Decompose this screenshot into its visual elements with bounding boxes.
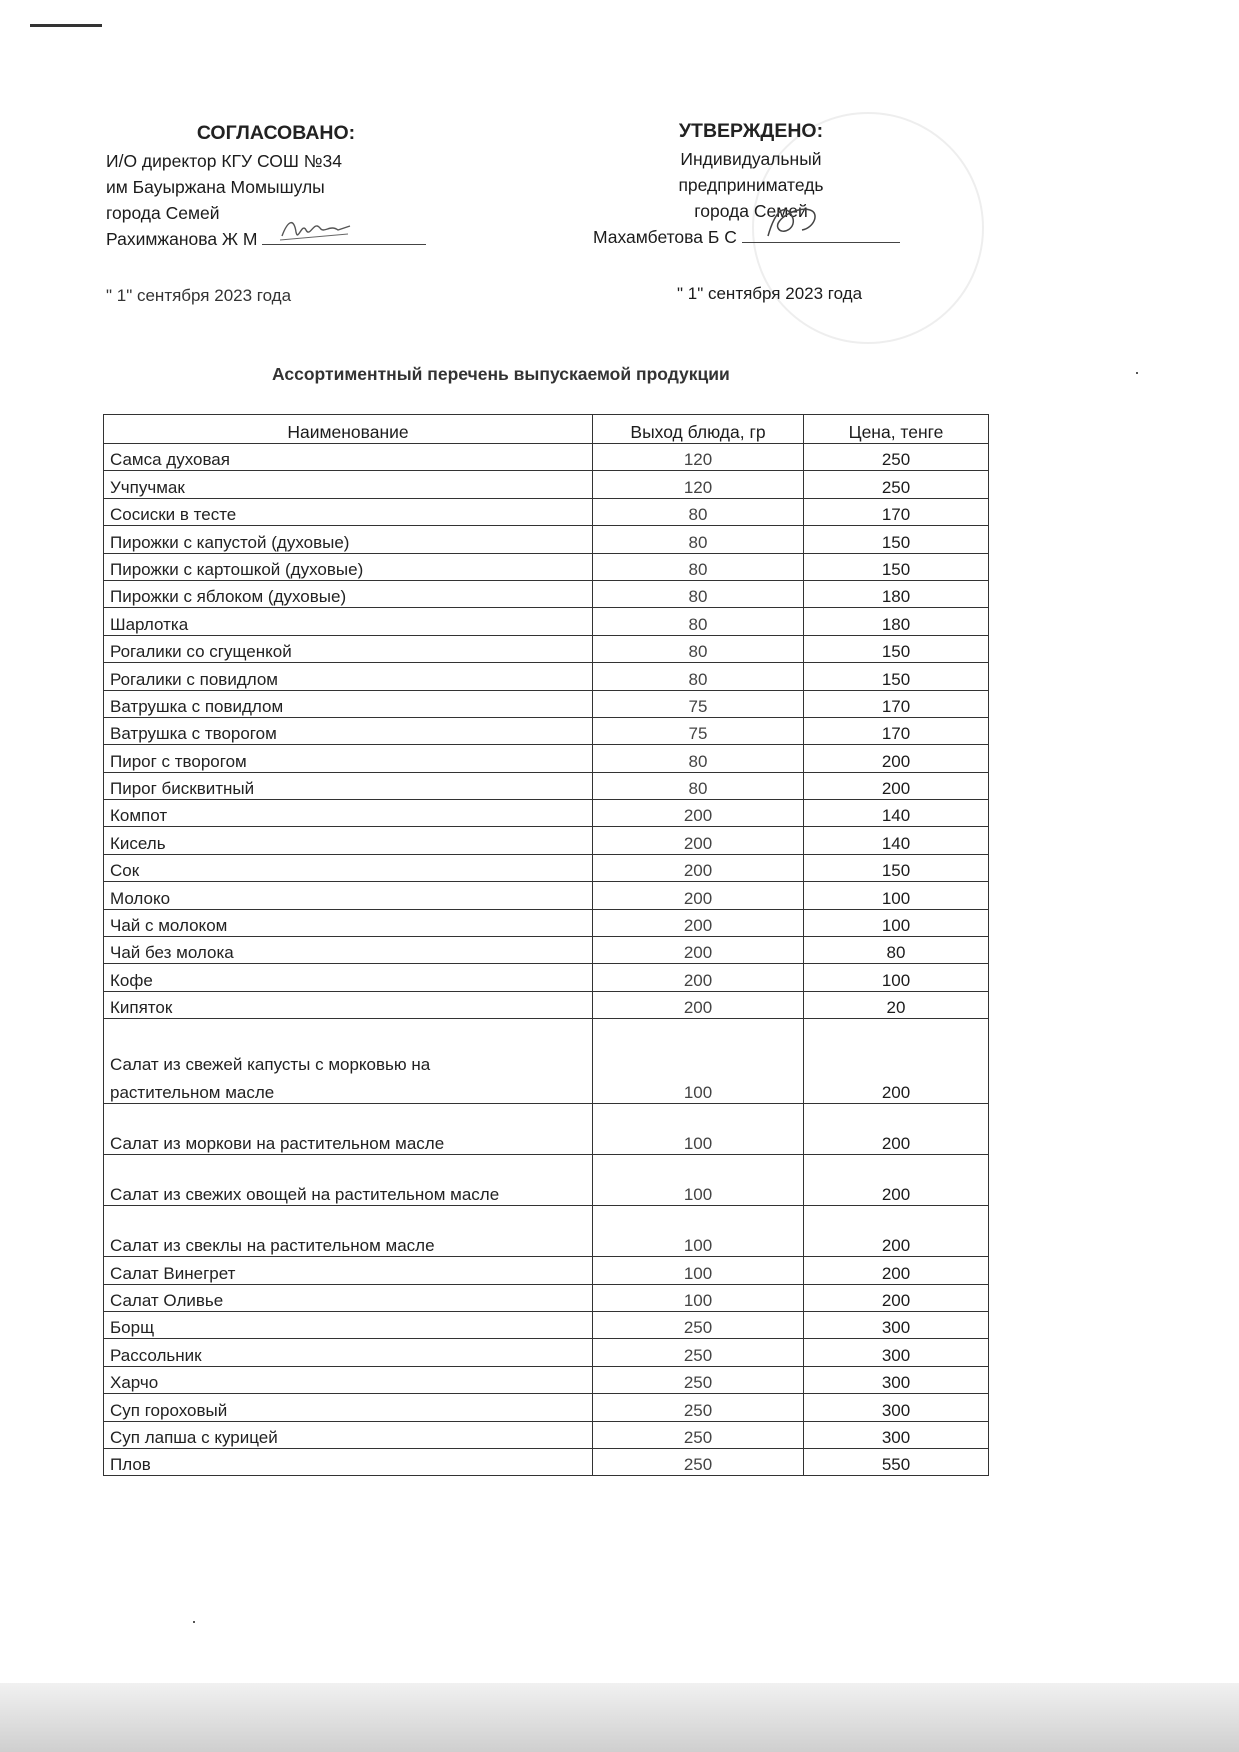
item-name xyxy=(104,909,593,936)
item-name-text: Суп лапша с курицей xyxy=(110,1427,278,1447)
item-portion: 200 xyxy=(593,882,804,909)
agreed-line-1: И/О директор КГУ СОШ №34 xyxy=(106,151,343,171)
item-name xyxy=(104,1206,593,1257)
item-portion: 200 xyxy=(593,964,804,991)
item-portion: 200 xyxy=(593,827,804,854)
item-name xyxy=(104,937,593,964)
item-price: 200 xyxy=(804,772,989,799)
approved-date: " 1" сентября 2023 года xyxy=(677,284,863,303)
item-price: 150 xyxy=(804,854,989,881)
table-row xyxy=(104,909,989,936)
item-name xyxy=(104,717,593,744)
item-portion: 80 xyxy=(593,526,804,553)
table-row xyxy=(104,772,989,799)
item-name xyxy=(104,827,593,854)
item-price: 200 xyxy=(804,1284,989,1311)
item-portion: 100 xyxy=(593,1019,804,1104)
item-price: 300 xyxy=(804,1366,989,1393)
approved-signature-line xyxy=(593,224,906,250)
item-price: 170 xyxy=(804,498,989,525)
item-name xyxy=(104,964,593,991)
agreed-line-3: города Семей xyxy=(106,203,220,223)
item-price: 170 xyxy=(804,717,989,744)
item-portion: 80 xyxy=(593,663,804,690)
item-portion: 250 xyxy=(593,1339,804,1366)
table-body xyxy=(104,444,989,1476)
agreed-heading: СОГЛАСОВАНО: xyxy=(196,122,356,144)
item-name xyxy=(104,471,593,498)
table-row xyxy=(104,635,989,662)
table-row xyxy=(104,471,989,498)
scan-edge-shadow xyxy=(0,1683,1239,1752)
item-portion: 80 xyxy=(593,553,804,580)
table-row xyxy=(104,580,989,607)
item-name xyxy=(104,800,593,827)
item-name-text: Борщ xyxy=(110,1318,155,1338)
item-name-text: Салат из моркови на растительном масле xyxy=(110,1134,445,1154)
item-name-text: Пирожки с картошкой (духовые) xyxy=(110,559,364,579)
approved-line-1: Индивидуальный xyxy=(680,149,822,169)
table-row xyxy=(104,526,989,553)
table-row xyxy=(104,1339,989,1366)
item-price: 150 xyxy=(804,526,989,553)
agreed-block xyxy=(106,120,476,252)
item-name-text: Плов xyxy=(110,1455,151,1475)
item-name-text: Кофе xyxy=(110,970,153,990)
item-name-text: Пирог бисквитный xyxy=(110,779,255,799)
header-price: Цена, тенге xyxy=(804,415,989,444)
item-name xyxy=(104,882,593,909)
item-name xyxy=(104,663,593,690)
item-portion: 250 xyxy=(593,1448,804,1475)
item-portion: 80 xyxy=(593,635,804,662)
item-price: 550 xyxy=(804,1448,989,1475)
item-name xyxy=(104,498,593,525)
item-name-text: Рогалики с повидлом xyxy=(110,669,278,689)
table-row xyxy=(104,444,989,471)
item-portion: 75 xyxy=(593,717,804,744)
item-name-text: Молоко xyxy=(110,888,171,908)
item-name xyxy=(104,1284,593,1311)
item-portion: 75 xyxy=(593,690,804,717)
item-price: 150 xyxy=(804,663,989,690)
item-price: 170 xyxy=(804,690,989,717)
approved-line-3: города Семей xyxy=(694,201,808,221)
signature-field xyxy=(742,224,900,243)
item-price: 80 xyxy=(804,937,989,964)
item-name xyxy=(104,1311,593,1338)
table-row xyxy=(104,1448,989,1475)
item-name-text: Салат из свеклы на растительном масле xyxy=(110,1236,435,1256)
item-name-text: Сок xyxy=(110,861,140,881)
item-portion: 100 xyxy=(593,1257,804,1284)
table-row xyxy=(104,1421,989,1448)
scan-speck xyxy=(193,1621,195,1623)
table-row xyxy=(104,1311,989,1338)
product-table xyxy=(103,414,989,1476)
table-row xyxy=(104,1257,989,1284)
table-row xyxy=(104,854,989,881)
table-row xyxy=(104,882,989,909)
table-row xyxy=(104,1104,989,1155)
item-portion: 120 xyxy=(593,444,804,471)
item-name xyxy=(104,1257,593,1284)
item-name xyxy=(104,1104,593,1155)
table-row xyxy=(104,1284,989,1311)
item-price: 140 xyxy=(804,800,989,827)
item-name-text: Учпучмак xyxy=(110,477,185,497)
agreed-date: " 1" сентября 2023 года xyxy=(106,286,292,305)
item-price: 100 xyxy=(804,909,989,936)
table-row xyxy=(104,827,989,854)
table-row xyxy=(104,745,989,772)
table-row xyxy=(104,991,989,1018)
item-portion: 100 xyxy=(593,1284,804,1311)
item-price: 200 xyxy=(804,1206,989,1257)
item-price: 200 xyxy=(804,1257,989,1284)
item-name-text: Пирожки с капустой (духовые) xyxy=(110,532,350,552)
item-portion: 200 xyxy=(593,800,804,827)
item-portion: 200 xyxy=(593,991,804,1018)
approved-block xyxy=(593,118,906,250)
table-row xyxy=(104,1206,989,1257)
item-name xyxy=(104,580,593,607)
item-portion: 250 xyxy=(593,1311,804,1338)
item-name-text: Чай с молоком xyxy=(110,916,228,936)
item-name-text: Кисель xyxy=(110,833,166,853)
item-name xyxy=(104,1394,593,1421)
scan-mark xyxy=(30,24,102,27)
item-portion: 250 xyxy=(593,1421,804,1448)
item-price: 180 xyxy=(804,608,989,635)
item-price: 250 xyxy=(804,444,989,471)
item-name xyxy=(104,444,593,471)
item-portion: 80 xyxy=(593,580,804,607)
table-row xyxy=(104,937,989,964)
approved-heading: УТВЕРЖДЕНО: xyxy=(678,120,824,142)
header-portion: Выход блюда, гр xyxy=(593,415,804,444)
signature-scribble xyxy=(762,202,832,242)
item-portion: 80 xyxy=(593,772,804,799)
item-name xyxy=(104,526,593,553)
item-name xyxy=(104,1339,593,1366)
item-name xyxy=(104,772,593,799)
item-name-text: Чай без молока xyxy=(110,943,234,963)
approved-line-2: предприниматедь xyxy=(678,175,824,195)
item-name-text: Салат из свежих овощей на растительном масле xyxy=(110,1185,500,1205)
table-row xyxy=(104,964,989,991)
item-price: 200 xyxy=(804,1155,989,1206)
item-portion: 80 xyxy=(593,608,804,635)
item-price: 100 xyxy=(804,882,989,909)
table-row xyxy=(104,690,989,717)
item-portion: 200 xyxy=(593,909,804,936)
table-row xyxy=(104,1394,989,1421)
table-row xyxy=(104,717,989,744)
item-price: 140 xyxy=(804,827,989,854)
agreed-line-2: им Бауыржана Момышулы xyxy=(106,177,325,197)
item-name-text-cont: растительном масле xyxy=(110,1083,275,1103)
signature-scribble xyxy=(278,212,358,246)
item-portion: 250 xyxy=(593,1394,804,1421)
item-name-text: Харчо xyxy=(110,1373,159,1393)
item-portion: 100 xyxy=(593,1155,804,1206)
item-name-text: Салат Оливье xyxy=(110,1290,224,1310)
item-name-text: Пирожки с яблоком (духовые) xyxy=(110,587,347,607)
table-row xyxy=(104,608,989,635)
item-portion: 100 xyxy=(593,1206,804,1257)
item-name xyxy=(104,690,593,717)
item-name xyxy=(104,1019,593,1104)
document-title: Ассортиментный перечень выпускаемой продукции xyxy=(272,364,730,384)
item-portion: 200 xyxy=(593,937,804,964)
item-name-text: Самса духовая xyxy=(110,450,230,470)
item-name-text: Ватрушка с творогом xyxy=(110,724,277,744)
table-row xyxy=(104,553,989,580)
item-name xyxy=(104,553,593,580)
item-portion: 80 xyxy=(593,745,804,772)
item-name-text: Шарлотка xyxy=(110,614,189,634)
item-price: 200 xyxy=(804,745,989,772)
header-name: Наименование xyxy=(104,415,593,444)
item-name-text: Сосиски в тесте xyxy=(110,505,237,525)
table-row xyxy=(104,800,989,827)
item-price: 300 xyxy=(804,1311,989,1338)
item-portion: 200 xyxy=(593,854,804,881)
item-name xyxy=(104,991,593,1018)
item-name-text: Пирог с творогом xyxy=(110,751,247,771)
item-name-text: Компот xyxy=(110,806,168,826)
table-row xyxy=(104,1155,989,1206)
item-name-text: Салат из свежей капусты с морковью на xyxy=(110,1055,431,1075)
item-price: 300 xyxy=(804,1339,989,1366)
item-name xyxy=(104,1155,593,1206)
table-row xyxy=(104,663,989,690)
table-row xyxy=(104,498,989,525)
item-name-text: Рогалики со сгущенкой xyxy=(110,642,292,662)
item-name xyxy=(104,1448,593,1475)
item-name xyxy=(104,608,593,635)
agreed-signature-line xyxy=(106,226,476,252)
item-price: 20 xyxy=(804,991,989,1018)
item-name xyxy=(104,745,593,772)
item-price: 300 xyxy=(804,1394,989,1421)
agreed-signer: Рахимжанова Ж М xyxy=(106,229,258,249)
item-name xyxy=(104,635,593,662)
item-name xyxy=(104,1421,593,1448)
item-price: 200 xyxy=(804,1019,989,1104)
item-name-text: Кипяток xyxy=(110,998,173,1018)
table-header-row xyxy=(104,415,989,444)
item-portion: 100 xyxy=(593,1104,804,1155)
item-price: 100 xyxy=(804,964,989,991)
item-name-text: Ватрушка с повидлом xyxy=(110,696,284,716)
item-price: 200 xyxy=(804,1104,989,1155)
scan-speck xyxy=(1136,372,1138,374)
item-price: 180 xyxy=(804,580,989,607)
item-price: 150 xyxy=(804,635,989,662)
table-row xyxy=(104,1366,989,1393)
item-name-text: Салат Винегрет xyxy=(110,1263,236,1283)
approved-signer: Махамбетова Б С xyxy=(593,227,737,247)
signature-field xyxy=(262,226,426,245)
item-price: 150 xyxy=(804,553,989,580)
item-name xyxy=(104,1366,593,1393)
item-name-text: Суп гороховый xyxy=(110,1400,228,1420)
item-name-text: Рассольник xyxy=(110,1345,202,1365)
table-row xyxy=(104,1019,989,1104)
item-portion: 120 xyxy=(593,471,804,498)
item-portion: 250 xyxy=(593,1366,804,1393)
item-price: 250 xyxy=(804,471,989,498)
item-name xyxy=(104,854,593,881)
item-portion: 80 xyxy=(593,498,804,525)
item-price: 300 xyxy=(804,1421,989,1448)
